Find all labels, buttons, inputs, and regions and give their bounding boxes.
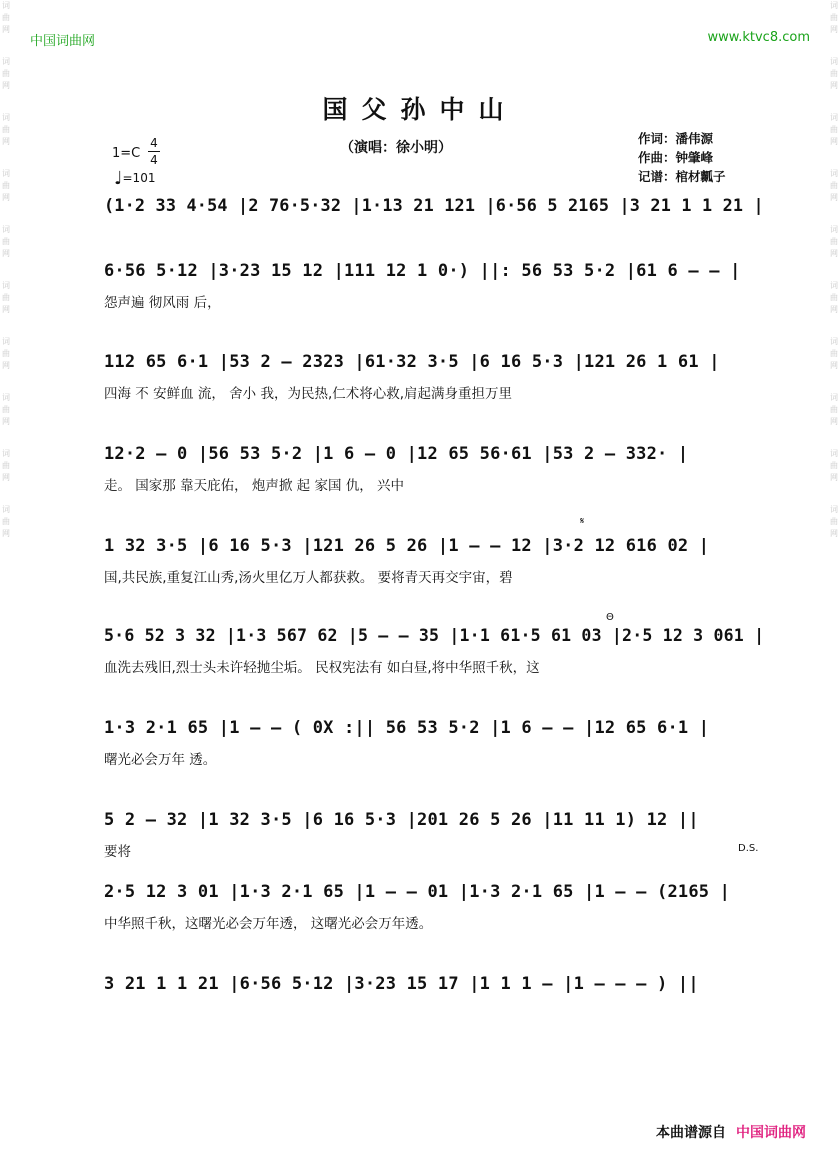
- score-system: [104, 974, 754, 1018]
- time-signature-bottom: 4: [150, 153, 158, 167]
- notation-line: (1·2 33 4·54 |2 76·5·32 |1·13 21 121 |6·56 5 2165 |3 21 1 1 21 |: [104, 196, 764, 216]
- lyrics-line: 走。 国家那 靠天庇佑， 炮声掀 起 家国 仇， 兴中: [104, 478, 405, 494]
- transcriber-credit: 记谱：棺材瓤子: [638, 169, 726, 184]
- watermark-gap: [829, 36, 839, 56]
- watermark-gap: [829, 148, 839, 168]
- watermark-char: 网: [2, 361, 10, 370]
- coda-mark: Θ: [606, 612, 614, 623]
- watermark-char: 曲: [2, 13, 10, 22]
- watermark-char: 曲: [830, 461, 838, 470]
- watermark-char: 词: [830, 281, 838, 290]
- watermark-gap: [829, 204, 839, 224]
- segno-mark: 𝄋: [580, 516, 585, 527]
- site-url-right[interactable]: www.ktvc8.com: [707, 30, 810, 45]
- watermark-char: 曲: [830, 293, 838, 302]
- watermark-char: 网: [2, 137, 10, 146]
- watermark-char: 网: [2, 529, 10, 538]
- watermark-char: 词: [2, 225, 10, 234]
- score-system: [104, 810, 754, 860]
- footer-text: 本曲谱源自: [656, 1125, 726, 1141]
- watermark-gap: [1, 316, 11, 336]
- watermark-gap: [1, 428, 11, 448]
- watermark-gap: [829, 540, 839, 560]
- watermark-char: 网: [2, 473, 10, 482]
- key-signature: 1=C: [112, 146, 141, 161]
- time-signature-divider: [148, 151, 160, 152]
- watermark-char: 曲: [2, 125, 10, 134]
- lyrics-line: 国,共民族,重复江山秀,汤火里亿万人都获救。 要将青天再交宇宙，碧: [104, 570, 513, 586]
- watermark-char: 曲: [2, 461, 10, 470]
- watermark-char: 曲: [2, 293, 10, 302]
- notation-line: 1·3 2·1 65 |1 – – ( 0X :|| 56 53 5·2 |1 6 – – |12 65 6·1 |: [104, 718, 710, 738]
- watermark-char: 曲: [830, 517, 838, 526]
- watermark-gap: [1, 148, 11, 168]
- watermark-char: 词: [830, 505, 838, 514]
- composer-credit: 作曲：钟肇峰: [638, 150, 714, 165]
- watermark-char: 曲: [2, 237, 10, 246]
- watermark-char: 网: [830, 473, 838, 482]
- footer-brand[interactable]: 中国词曲网: [736, 1125, 806, 1141]
- tempo-value: =101: [122, 171, 156, 185]
- side-watermark-right: [829, 0, 839, 1169]
- watermark-char: 词: [830, 225, 838, 234]
- lyrics-line: 四海 不 安鲜血 流， 舍小 我，为民热,仁术将心救,肩起满身重担万里: [104, 386, 513, 402]
- watermark-gap: [829, 428, 839, 448]
- watermark-char: 曲: [830, 125, 838, 134]
- watermark-char: 网: [830, 81, 838, 90]
- song-title: 国父孙中山: [322, 95, 518, 124]
- watermark-gap: [1, 204, 11, 224]
- watermark-char: 曲: [830, 349, 838, 358]
- watermark-char: 词: [2, 337, 10, 346]
- watermark-gap: [1, 260, 11, 280]
- singer-credit: （演唱：徐小明）: [340, 140, 452, 156]
- notation-line: 1 32 3·5 |6 16 5·3 |121 26 5 26 |1 – – 12 |3·2 12 616 02 |: [104, 536, 710, 556]
- watermark-gap: [1, 484, 11, 504]
- time-signature: [148, 136, 160, 167]
- watermark-char: 网: [830, 361, 838, 370]
- watermark-char: 网: [830, 529, 838, 538]
- watermark-char: 曲: [830, 69, 838, 78]
- watermark-gap: [1, 36, 11, 56]
- notation-line: 2·5 12 3 01 |1·3 2·1 65 |1 – – 01 |1·3 2·1 65 |1 – – (2165 |: [104, 882, 731, 902]
- watermark-gap: [829, 372, 839, 392]
- watermark-char: 曲: [830, 237, 838, 246]
- watermark-char: 曲: [830, 13, 838, 22]
- notation-line: 12·2 – 0 |56 53 5·2 |1 6 – 0 |12 65 56·61 |53 2 – 332· |: [104, 444, 689, 464]
- watermark-char: 曲: [2, 405, 10, 414]
- watermark-char: 词: [2, 57, 10, 66]
- watermark-char: 词: [2, 113, 10, 122]
- watermark-gap: [829, 260, 839, 280]
- watermark-char: 词: [2, 393, 10, 402]
- score-system: [104, 718, 754, 768]
- watermark-char: 曲: [830, 181, 838, 190]
- watermark-char: 网: [2, 417, 10, 426]
- watermark-char: 网: [830, 25, 838, 34]
- watermark-char: 曲: [2, 517, 10, 526]
- watermark-char: 网: [2, 193, 10, 202]
- watermark-char: 网: [2, 305, 10, 314]
- side-watermark-left: [1, 0, 11, 1169]
- watermark-char: 词: [830, 169, 838, 178]
- watermark-char: 词: [2, 1, 10, 10]
- time-signature-top: 4: [150, 136, 158, 150]
- notation-line: 5 2 – 32 |1 32 3·5 |6 16 5·3 |201 26 5 26 |11 11 1) 12 ||: [104, 810, 699, 830]
- watermark-char: 词: [830, 449, 838, 458]
- credits-block: [638, 129, 726, 186]
- notation-line: 112 65 6·1 |53 2 – 2323 |61·32 3·5 |6 16 5·3 |121 26 1 61 |: [104, 352, 720, 372]
- watermark-char: 词: [2, 169, 10, 178]
- watermark-char: 词: [830, 337, 838, 346]
- watermark-char: 曲: [2, 349, 10, 358]
- score-system: [104, 352, 754, 402]
- site-name-left[interactable]: 中国词曲网: [30, 34, 96, 49]
- watermark-gap: [829, 484, 839, 504]
- ds-mark: D.S.: [738, 843, 759, 854]
- watermark-char: 词: [2, 505, 10, 514]
- lyrics-line: 曙光必会万年 透。: [104, 752, 217, 768]
- watermark-char: 词: [830, 393, 838, 402]
- notation-line: 6·56 5·12 |3·23 15 12 |111 12 1 0·) ||: 56 53 5·2 |61 6 – – |: [104, 261, 741, 281]
- watermark-char: 网: [2, 81, 10, 90]
- score-system: [104, 882, 754, 932]
- lyrics-line: 怨声遍 彻风雨 后，: [104, 295, 221, 311]
- lyricist-credit: 作词：潘伟源: [638, 131, 714, 146]
- lyrics-line: 中华照千秋，这曙光必会万年透， 这曙光必会万年透。: [104, 916, 433, 932]
- score-system: [104, 536, 754, 586]
- score-system: [104, 196, 764, 240]
- watermark-char: 词: [2, 449, 10, 458]
- watermark-char: 网: [830, 305, 838, 314]
- watermark-gap: [829, 316, 839, 336]
- watermark-char: 曲: [2, 181, 10, 190]
- watermark-char: 网: [2, 249, 10, 258]
- watermark-char: 网: [830, 249, 838, 258]
- watermark-char: 词: [830, 57, 838, 66]
- watermark-char: 词: [830, 113, 838, 122]
- watermark-char: 网: [2, 25, 10, 34]
- watermark-char: 曲: [2, 69, 10, 78]
- watermark-char: 曲: [830, 405, 838, 414]
- watermark-char: 网: [830, 137, 838, 146]
- lyrics-line: 要将: [104, 844, 131, 860]
- score-system: [104, 261, 754, 311]
- watermark-gap: [1, 540, 11, 560]
- tempo-marking: [114, 166, 155, 187]
- watermark-char: 网: [830, 417, 838, 426]
- notation-line: 3 21 1 1 21 |6·56 5·12 |3·23 15 17 |1 1 1 – |1 – – – ) ||: [104, 974, 699, 994]
- quarter-note-icon: ♩: [114, 168, 123, 189]
- footer-source: [656, 1122, 806, 1142]
- watermark-char: 网: [830, 193, 838, 202]
- watermark-char: 词: [830, 1, 838, 10]
- watermark-gap: [1, 372, 11, 392]
- notation-line: 5·6 52 3 32 |1·3 567 62 |5 – – 35 |1·1 61·5 61 03 |2·5 12 3 061 |: [104, 626, 765, 646]
- score-system: [104, 444, 754, 494]
- watermark-char: 词: [2, 281, 10, 290]
- lyrics-line: 血洗去残旧,烈士头未许轻抛尘垢。 民权宪法有 如白昼,将中华照千秋，这: [104, 660, 540, 676]
- score-system: [104, 626, 765, 676]
